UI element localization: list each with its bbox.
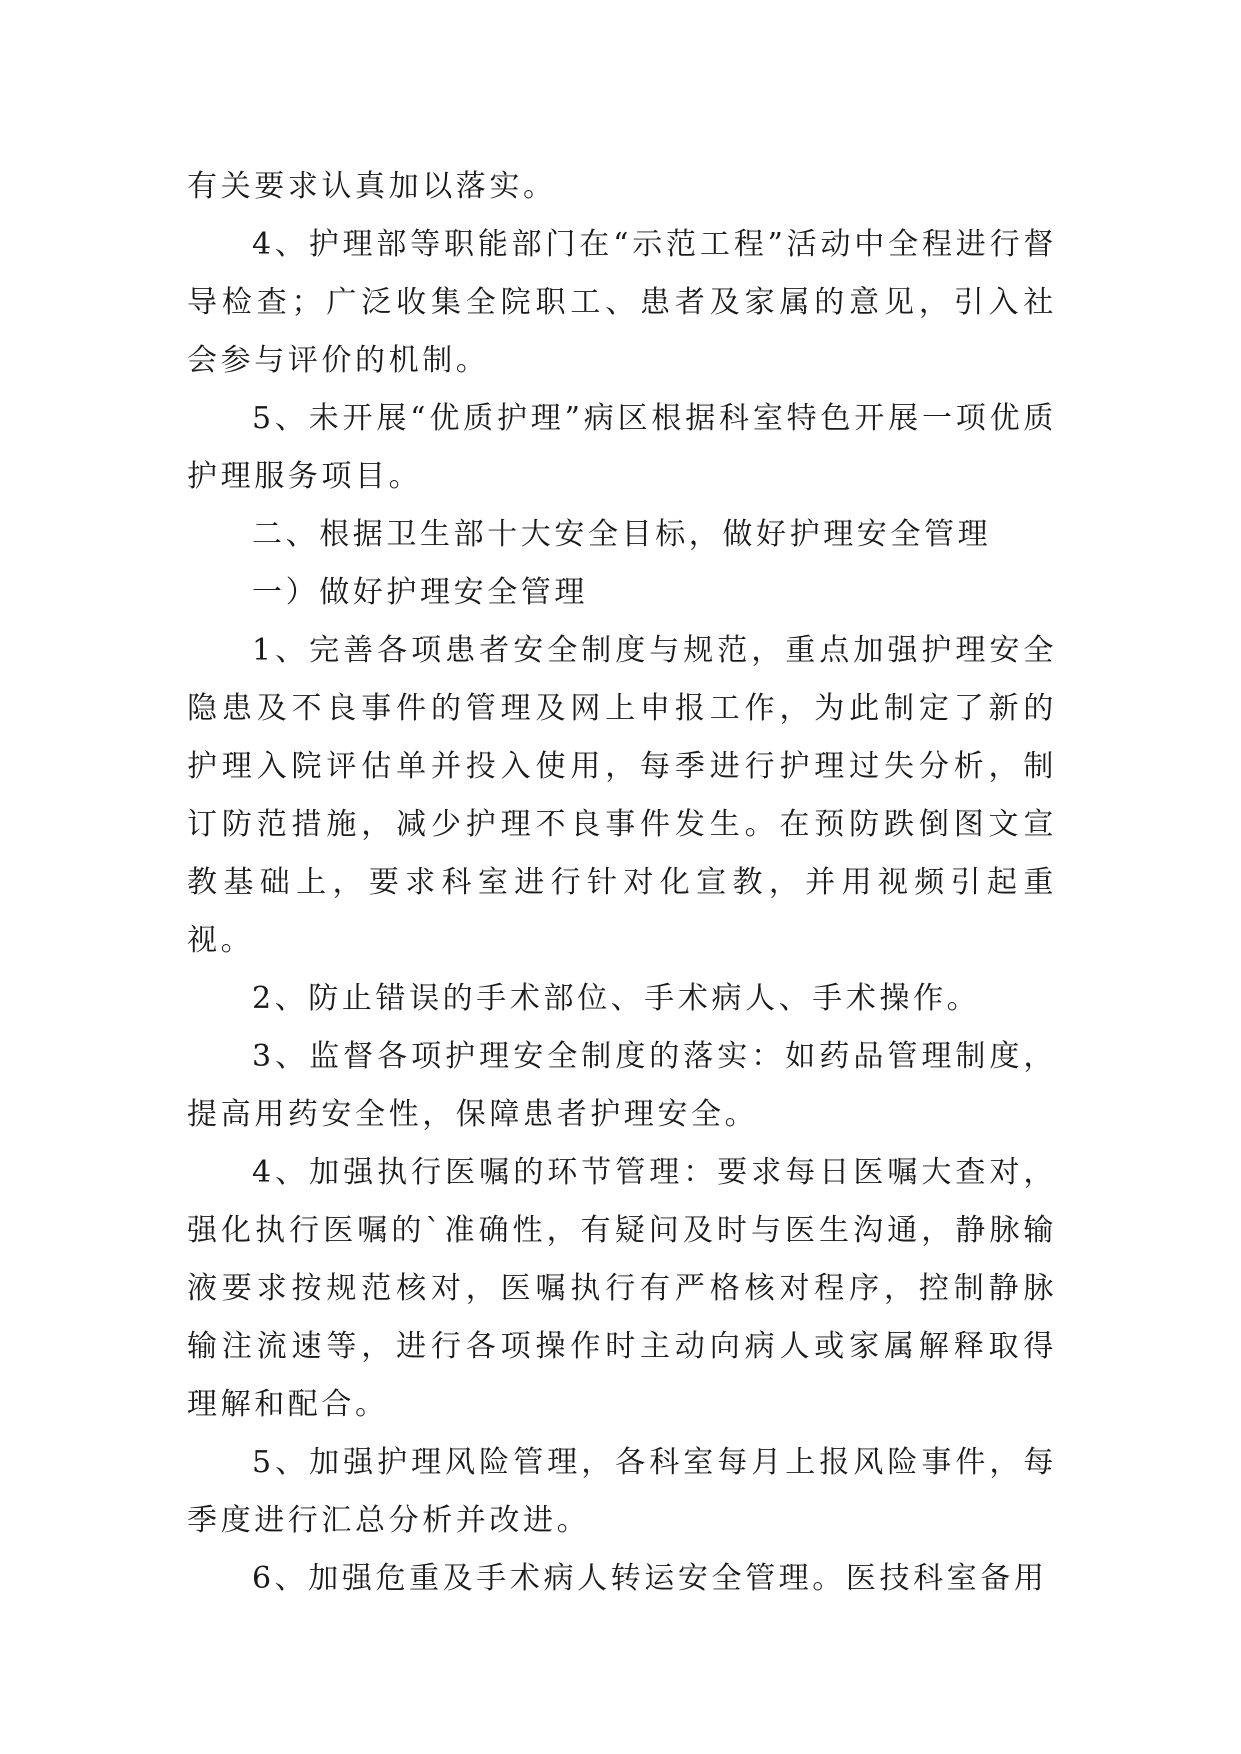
section-heading-2: 二、根据卫生部十大安全目标，做好护理安全管理 bbox=[252, 517, 992, 552]
subsection-heading-1: 一）做好护理安全管理 bbox=[252, 575, 588, 610]
paragraph-10: 5、加强护理风险管理，各科室每月上报风险事件，每季度进行汇总分析并改进。 bbox=[187, 1445, 1057, 1538]
paragraph-6: 1、完善各项患者安全制度与规范，重点加强护理安全隐患及不良事件的管理及网上申报工作，为此制定了新的护理入院评估单并投入使用，每季进行护理过失分析，制订防范措施，减少护理不良事件发生。在预防跌倒图文宣教基础上，要求科室进行针对化宣教，并用视频引起重视。 bbox=[187, 633, 1057, 958]
paragraph-8: 3、监督各项护理安全制度的落实：如药品管理制度，提高用药安全性，保障患者护理安全。 bbox=[187, 1039, 1057, 1132]
paragraph-11: 6、加强危重及手术病人转运安全管理。医技科室备用 bbox=[252, 1561, 1048, 1596]
document-body bbox=[187, 158, 1057, 1608]
paragraph-3: 5、未开展“优质护理”病区根据科室特色开展一项优质护理服务项目。 bbox=[187, 401, 1057, 494]
paragraph-9: 4、加强执行医嘱的环节管理：要求每日医嘱大查对，强化执行医嘱的`准确性，有疑问及时与医生沟通，静脉输液要求按规范核对，医嘱执行有严格核对程序，控制静脉输注流速等，进行各项操作时主动向病人或家属解释取得理解和配合。 bbox=[187, 1155, 1057, 1422]
paragraph-7: 2、防止错误的手术部位、手术病人、手术操作。 bbox=[252, 981, 981, 1016]
paragraph-1: 有关要求认真加以落实。 bbox=[187, 169, 557, 204]
paragraph-2: 4、护理部等职能部门在“示范工程”活动中全程进行督导检查；广泛收集全院职工、患者及家属的意见，引入社会参与评价的机制。 bbox=[187, 227, 1057, 378]
